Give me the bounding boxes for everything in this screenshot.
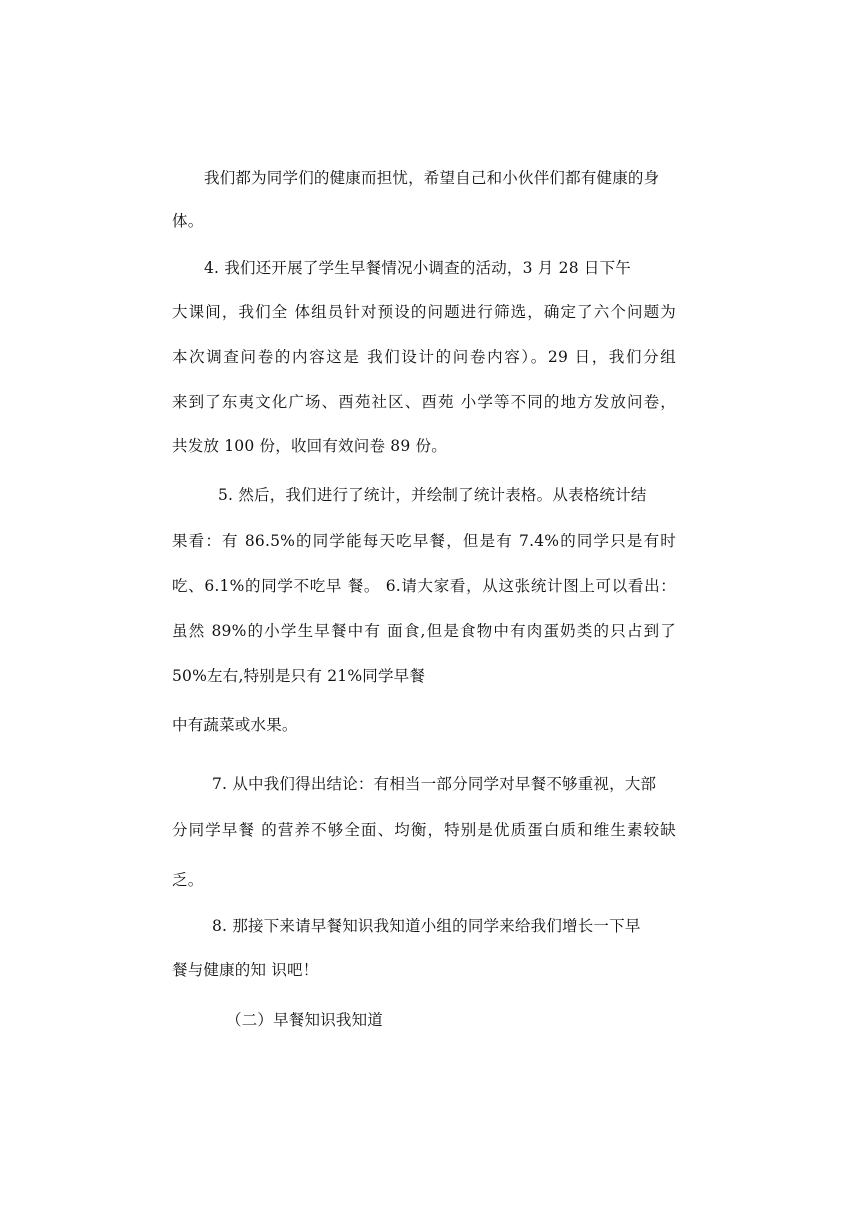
- paragraph-line: 中有蔬菜或水果。: [172, 716, 298, 734]
- paragraph-line: 乏。: [172, 871, 204, 889]
- section-heading: （二）早餐知识我知道: [226, 1011, 384, 1029]
- paragraph-line: 吃、6.1%的同学不吃早 餐。 6.请大家看，从这张统计图上可以看出：: [172, 577, 676, 595]
- paragraph-line: 4. 我们还开展了学生早餐情况小调查的活动，3 月 28 日下午: [204, 259, 631, 277]
- paragraph-line: 果看：有 86.5%的同学能每天吃早餐，但是有 7.4%的同学只是有时: [172, 532, 676, 550]
- paragraph-line: 餐与健康的知 识吧！: [172, 961, 319, 979]
- paragraph-line: 虽然 89%的小学生早餐中有 面食,但是食物中有肉蛋奶类的只占到了: [172, 622, 676, 640]
- paragraph-line: 我们都为同学们的健康而担忧，希望自己和小伙伴们都有健康的身: [204, 169, 660, 187]
- paragraph-line: 本次调查问卷的内容这是 我们设计的问卷内容）。29 日，我们分组: [172, 348, 676, 366]
- paragraph-line: 大课间，我们全 体组员针对预设的问题进行筛选，确定了六个问题为: [172, 303, 676, 321]
- paragraph-line: 体。: [172, 212, 204, 230]
- paragraph-line: 8. 那接下来请早餐知识我知道小组的同学来给我们增长一下早: [212, 917, 641, 935]
- paragraph-line: 分同学早餐 的营养不够全面、均衡，特别是优质蛋白质和维生素较缺: [172, 821, 676, 839]
- paragraph-line: 共发放 100 份，收回有效问卷 89 份。: [172, 437, 447, 455]
- paragraph-line: 7. 从中我们得出结论：有相当一部分同学对早餐不够重视，大部: [212, 775, 657, 793]
- paragraph-line: 5. 然后，我们进行了统计，并绘制了统计表格。从表格统计结: [218, 486, 647, 504]
- paragraph-line: 来到了东夷文化广场、酉苑社区、酉苑 小学等不同的地方发放问卷，: [172, 393, 676, 411]
- paragraph-line: 50%左右,特别是只有 21%同学早餐: [172, 667, 426, 685]
